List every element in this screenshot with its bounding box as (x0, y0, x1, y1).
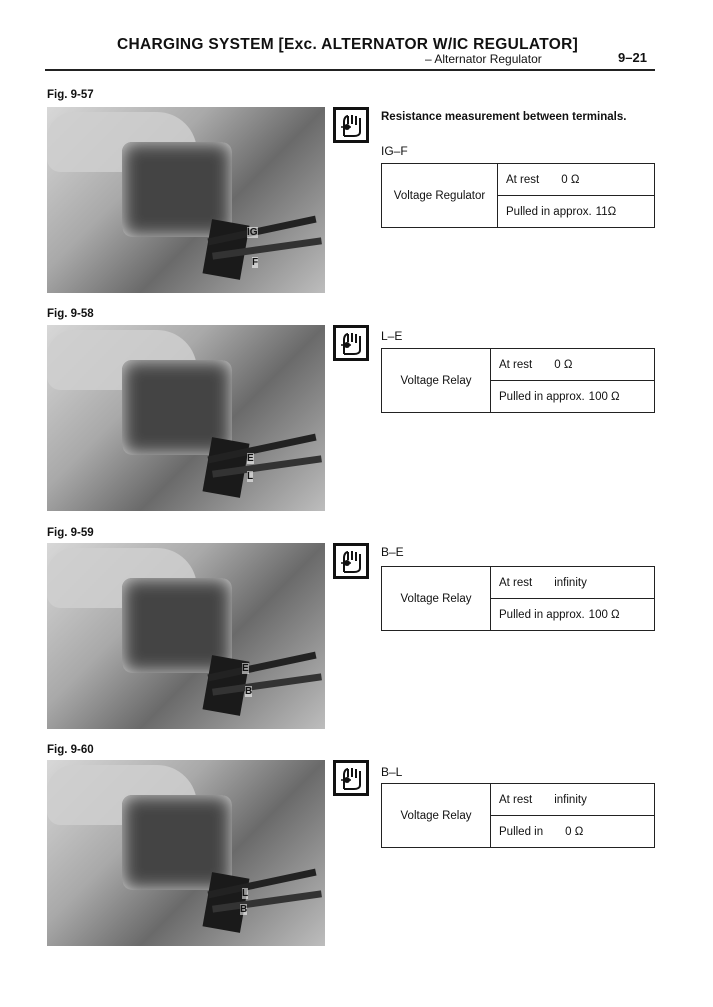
section-subtitle: – Alternator Regulator (425, 52, 542, 66)
state-label: Pulled in approx. (499, 390, 585, 403)
terminal-label: E (247, 453, 254, 464)
figure-label: Fig. 9-57 (47, 89, 94, 101)
header-rule (45, 69, 655, 71)
component-name: Voltage Relay (382, 784, 491, 848)
state-label: Pulled in (499, 825, 544, 838)
table-row (491, 567, 655, 599)
terminal-label: F (252, 257, 259, 268)
resistance-value: infinity (554, 576, 587, 589)
inspect-hand-icon (333, 325, 369, 361)
state-label: At rest (499, 576, 533, 589)
figure-photo (47, 107, 325, 293)
component-name: Voltage Regulator (382, 164, 498, 228)
resistance-value: 0 Ω (561, 173, 580, 186)
terminal-label: E (242, 663, 249, 674)
terminal-label: L (242, 888, 249, 899)
table-row (491, 349, 655, 381)
terminal-label: IG (247, 227, 258, 238)
state-label: Pulled in approx. (506, 205, 592, 218)
figure-label: Fig. 9-59 (47, 527, 94, 539)
figure-photo (47, 760, 325, 946)
terminal-label: L (247, 471, 254, 482)
resistance-table (381, 163, 655, 228)
figure-photo (47, 325, 325, 511)
resistance-table (381, 783, 655, 848)
resistance-value: 100 Ω (588, 390, 620, 403)
inspect-hand-icon (333, 760, 369, 796)
state-label: At rest (499, 793, 533, 806)
table-row (498, 196, 655, 228)
table-row (491, 599, 655, 631)
resistance-value: infinity (554, 793, 587, 806)
state-label: At rest (506, 173, 540, 186)
page-number: 9–21 (618, 50, 647, 65)
resistance-value: 0 Ω (565, 825, 584, 838)
inspect-hand-icon (333, 543, 369, 579)
table-row (491, 381, 655, 413)
page-title: CHARGING SYSTEM [Exc. ALTERNATOR W/IC REGULATOR] (117, 36, 579, 53)
inspect-hand-icon (333, 107, 369, 143)
table-row (491, 784, 655, 816)
table-row (491, 816, 655, 848)
terminal-label: B (240, 904, 248, 915)
component-name: Voltage Relay (382, 349, 491, 413)
figure-photo (47, 543, 325, 729)
terminal-pair: L–E (381, 329, 403, 343)
resistance-table (381, 348, 655, 413)
figure-label: Fig. 9-58 (47, 308, 94, 320)
state-label: Pulled in approx. (499, 608, 585, 621)
terminal-pair: B–E (381, 545, 404, 559)
table-row (498, 164, 655, 196)
terminal-pair: IG–F (381, 144, 408, 158)
state-label: At rest (499, 358, 533, 371)
component-name: Voltage Relay (382, 567, 491, 631)
resistance-table (381, 566, 655, 631)
intro-text: Resistance measurement between terminals. (381, 111, 627, 123)
resistance-value: 0 Ω (554, 358, 573, 371)
resistance-value: 100 Ω (588, 608, 620, 621)
figure-label: Fig. 9-60 (47, 744, 94, 756)
terminal-pair: B–L (381, 765, 403, 779)
terminal-label: B (245, 686, 253, 697)
resistance-value: 11Ω (595, 205, 617, 218)
